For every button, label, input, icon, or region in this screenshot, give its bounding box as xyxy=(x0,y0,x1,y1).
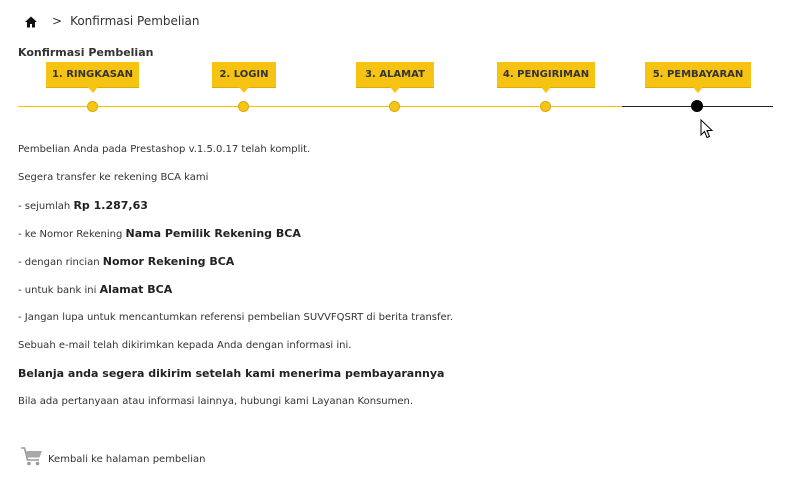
step-dot-login xyxy=(238,101,249,112)
breadcrumb xyxy=(24,12,200,30)
bank-address-value: Alamat BCA xyxy=(99,283,173,296)
email-sent-text: Sebuah e-mail telah dikirimkan kepada Anda dengan informasi ini. xyxy=(18,340,352,351)
cart-icon[interactable] xyxy=(20,446,44,468)
step-tab-shipping[interactable]: 4. PENGIRIMAN xyxy=(497,62,595,88)
detail-label: - dengan rincian xyxy=(18,257,103,268)
back-link-label[interactable]: Kembali ke halaman pembelian xyxy=(48,454,206,465)
step-dot-address xyxy=(389,101,400,112)
account-number-value: Nomor Rekening BCA xyxy=(102,255,235,268)
back-to-shop-link[interactable] xyxy=(20,446,205,468)
transfer-instruction: Segera transfer ke rekening BCA kami xyxy=(18,172,209,183)
checkout-steps xyxy=(18,62,773,112)
account-name-value: Nama Pemilik Rekening BCA xyxy=(125,227,301,240)
step-dot-shipping xyxy=(540,101,551,112)
contact-text: Bila ada pertanyaan atau informasi lainnya, hubungi kami Layanan Konsumen. xyxy=(18,396,414,407)
bank-line xyxy=(18,284,758,312)
purchase-complete-text: Pembelian Anda pada Prestashop v.1.5.0.17 telah komplit. xyxy=(18,144,311,155)
reference-line: - Jangan lupa untuk mencantumkan referensi pembelian SUVVFQSRT di berita transfer. xyxy=(18,312,454,323)
shipping-note xyxy=(18,368,758,396)
amount-line xyxy=(18,200,758,228)
home-icon[interactable] xyxy=(24,14,38,28)
step-tab-payment[interactable]: 5. PEMBAYARAN xyxy=(645,62,751,88)
breadcrumb-current: Konfirmasi Pembelian xyxy=(70,14,200,28)
account-line xyxy=(18,228,758,256)
progress-line-done xyxy=(18,106,622,107)
step-tab-address[interactable]: 3. ALAMAT xyxy=(356,62,434,88)
step-tab-summary[interactable]: 1. RINGKASAN xyxy=(46,62,139,88)
account-label: - ke Nomor Rekening xyxy=(18,229,126,240)
shipping-note-text: Belanja anda segera dikirim setelah kami menerima pembayarannya xyxy=(18,367,445,380)
confirmation-content xyxy=(18,144,758,424)
detail-line xyxy=(18,256,758,284)
breadcrumb-separator: > xyxy=(52,14,63,28)
bank-label: - untuk bank ini xyxy=(18,285,100,296)
page-title: Konfirmasi Pembelian xyxy=(18,46,154,59)
step-dot-payment-current xyxy=(691,100,703,112)
amount-value: Rp 1.287,63 xyxy=(73,199,148,212)
amount-label: - sejumlah xyxy=(18,201,74,212)
mouse-cursor-icon xyxy=(700,119,714,139)
step-tab-login[interactable]: 2. LOGIN xyxy=(212,62,276,88)
step-dot-summary xyxy=(87,101,98,112)
